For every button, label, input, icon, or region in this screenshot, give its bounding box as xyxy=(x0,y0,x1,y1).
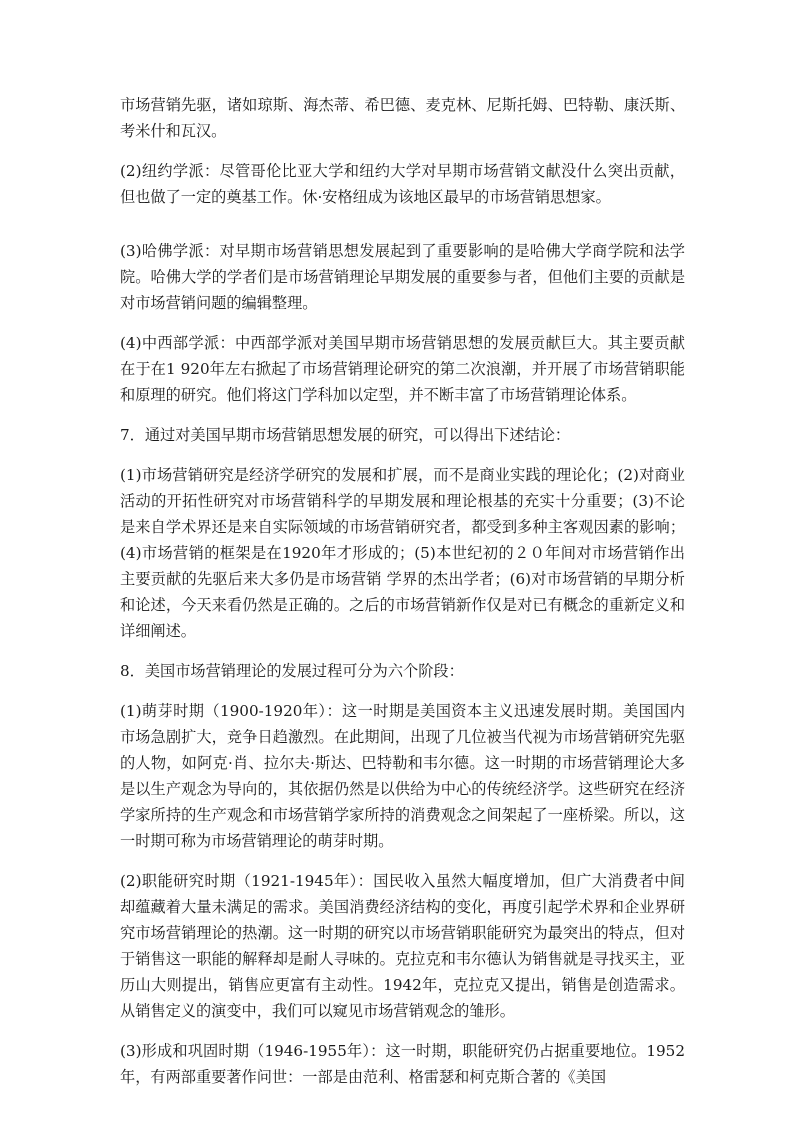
paragraph-conclusions-list: (1)市场营销研究是经济学研究的发展和扩展，而不是商业实践的理论化；(2)对商业活动的开拓性研究对市场营销科学的早期发展和理论根基的充实十分重要；(3)不论是来自学术界还是来自实际领域的市场营销研究者，都受到多种主客观因素的影响；(4)市场营销的框架是在1920年才形成的；(5)本世纪初的２０年间对市场营销作出主要贡献的先驱后来大多仍是市场营销 学界的杰出学者；(6)对市场营销的早期分析和论述，今天来看仍然是正确的。之后的市场营销新作仅是对已有概念的重新定义和详细阐述。 xyxy=(120,466,685,640)
document-page xyxy=(120,92,685,1090)
heading-conclusions: 7．通过对美国早期市场营销思想发展的研究，可以得出下述结论： xyxy=(120,426,571,444)
paragraph-stage-function-research: (2)职能研究时期（1921-1945年）：国民收入虽然大幅度增加，但广大消费者中间却蕴藏着大量未满足的需求。美国消费经济结构的变化，再度引起学术界和企业界研究市场营销理论的热潮。这一时期的研究以市场营销职能研究为最突出的特点，但对于销售这一职能的解释却是耐人寻味的。克拉克和韦尔德认为销售就是寻找买主，亚历山大则提出，销售应更富有主动性。1942年，克拉克又提出，销售是创造需求。从销售定义的演变中，我们可以窥见市场营销观念的雏形。 xyxy=(120,872,685,1020)
paragraph-stage-formation: (3)形成和巩固时期（1946-1955年）：这一时期，职能研究仍占据重要地位。1952年，有两部重要著作问世：一部是由范利、格雷瑟和柯克斯合著的《美国 xyxy=(120,1042,685,1086)
paragraph-midwest-school: (4)中西部学派：中西部学派对美国早期市场营销思想的发展贡献巨大。其主要贡献在于在1 920年左右掀起了市场营销理论研究的第二次浪潮，并开展了市场营销职能和原理的研究。他们将这门学科加以定型，并不断丰富了市场营销理论体系。 xyxy=(120,334,685,404)
paragraph-harvard-school: (3)哈佛学派：对早期市场营销思想发展起到了重要影响的是哈佛大学商学院和法学院。哈佛大学的学者们是市场营销理论早期发展的重要参与者，但他们主要的贡献是对市场营销问题的编辑整理。 xyxy=(120,242,685,312)
heading-six-stages: 8．美国市场营销理论的发展过程可分为六个阶段： xyxy=(120,662,464,680)
paragraph-pioneers-continued: 市场营销先驱，诸如琼斯、海杰蒂、希巴德、麦克林、尼斯托姆、巴特勒、康沃斯、考米什和瓦汉。 xyxy=(120,96,685,140)
paragraph-stage-germination: (1)萌芽时期（1900-1920年）：这一时期是美国资本主义迅速发展时期。美国国内市场急剧扩大，竞争日趋激烈。在此期间，出现了几位被当代视为市场营销研究先驱的人物，如阿克·肖、拉尔夫·斯达、巴特勒和韦尔德。这一时期的市场营销理论大多是以生产观念为导向的，其依据仍然是以供给为中心的传统经济学。这些研究在经济学家所持的生产观念和市场营销学家所持的消费观念之间架起了一座桥梁。所以，这一时期可称为市场营销理论的萌芽时期。 xyxy=(120,702,685,850)
paragraph-new-york-school: (2)纽约学派：尽管哥伦比亚大学和纽约大学对早期市场营销文献没什么突出贡献，但也做了一定的奠基工作。休·安格纽成为该地区最早的市场营销思想家。 xyxy=(120,162,685,206)
